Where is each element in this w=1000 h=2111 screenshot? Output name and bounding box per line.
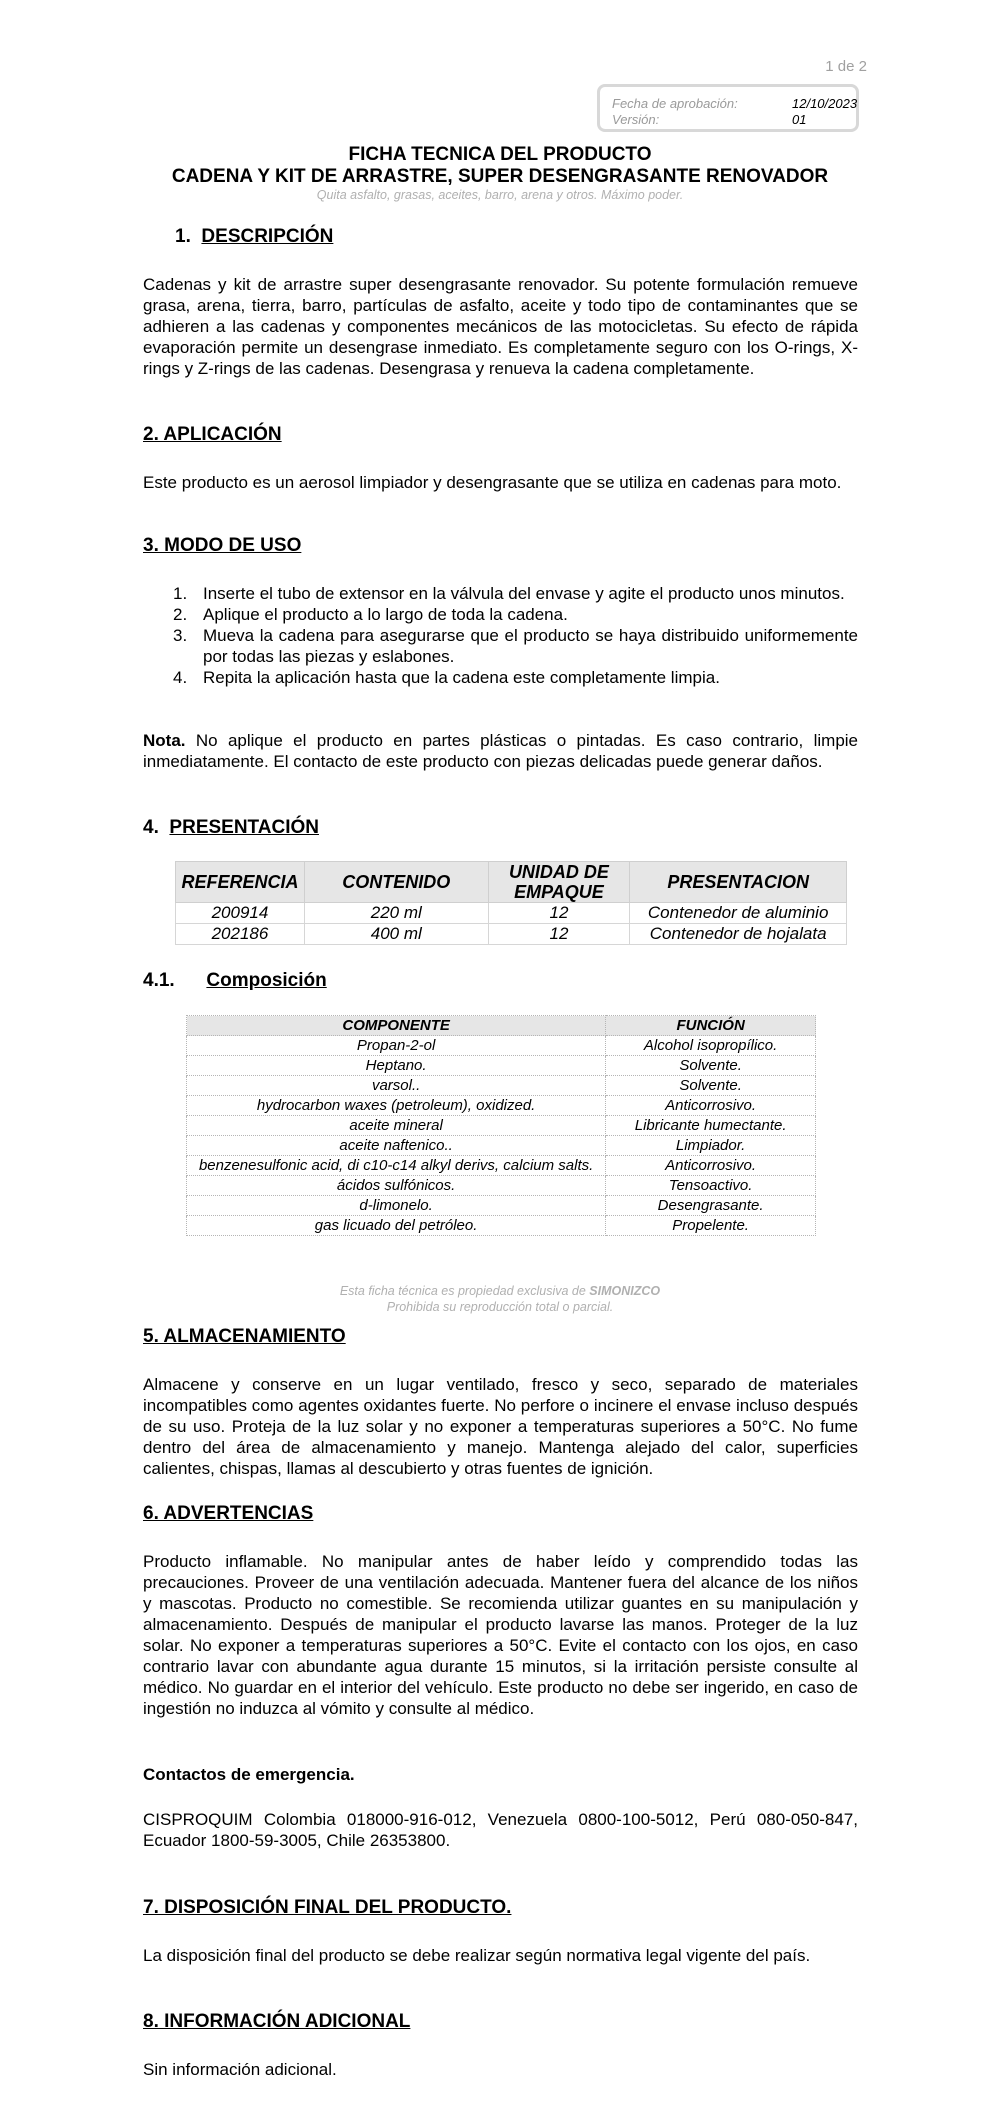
description-text: Cadenas y kit de arrastre super desengrasante renovador. Su potente formulación remueve grasa, arena, tierra, barro, partículas de asfalto, aceite y todo tipo de contaminantes que se adhieren a las cadenas y componentes mecánicos de las motocicletas. Su efecto de rápida evaporación permite un desengrase inmediato. Es completamente seguro con los O-rings, X-rings y Z-rings de las cadenas. Desengrasa y renueva la cadena completamente.	[143, 275, 858, 378]
table-row	[187, 1056, 816, 1076]
section-number: 4.1.	[143, 970, 175, 991]
table-row	[187, 1136, 816, 1156]
function-cell: Alcohol isopropílico.	[606, 1036, 816, 1056]
column-header: UNIDAD DE EMPAQUE	[488, 862, 630, 903]
note-label: Nota.	[143, 731, 186, 750]
table-row	[187, 1156, 816, 1176]
step-text: Aplique el producto a lo largo de toda la cadena.	[203, 605, 568, 624]
component-cell: ácidos sulfónicos.	[187, 1176, 606, 1196]
ownership-footnote	[0, 1283, 1000, 1315]
list-item	[143, 667, 858, 688]
approval-date: 12/10/2023	[792, 96, 858, 111]
document-title: FICHA TECNICA DEL PRODUCTO	[348, 144, 652, 165]
function-cell: Anticorrosivo.	[606, 1156, 816, 1176]
step-text: Inserte el tubo de extensor en la válvula del envase y agite el producto unos minutos.	[203, 584, 845, 603]
function-cell: Solvente.	[606, 1076, 816, 1096]
function-cell: Libricante humectante.	[606, 1116, 816, 1136]
table-row	[187, 1096, 816, 1116]
table-row	[187, 1036, 816, 1056]
table-row	[176, 903, 847, 924]
table-cell: 200914	[176, 903, 305, 924]
footnote-text: Esta ficha técnica es propiedad exclusiva de	[339, 1284, 590, 1298]
list-item	[143, 625, 858, 667]
table-cell: 400 ml	[304, 924, 488, 945]
section-presentation-heading	[143, 817, 319, 839]
component-cell: aceite mineral	[187, 1116, 606, 1136]
component-cell: hydrocarbon waxes (petroleum), oxidized.	[187, 1096, 606, 1116]
function-cell: Desengrasante.	[606, 1196, 816, 1216]
step-text: Mueva la cadena para asegurarse que el producto se haya distribuido uniformemente por todas las piezas y eslabones.	[203, 626, 858, 666]
version-value: 01	[792, 112, 807, 127]
table-cell: Contenedor de aluminio	[630, 903, 847, 924]
table-cell: 220 ml	[304, 903, 488, 924]
table-row	[187, 1176, 816, 1196]
function-cell: Solvente.	[606, 1056, 816, 1076]
list-item	[143, 604, 858, 625]
note-text: No aplique el producto en partes plásticas o pintadas. Es caso contrario, limpie inmediatamente. El contacto de este producto con piezas delicadas puede generar daños.	[143, 731, 858, 771]
column-header: COMPONENTE	[187, 1016, 606, 1036]
usage-note	[143, 730, 858, 772]
component-cell: varsol..	[187, 1076, 606, 1096]
version-label: Versión:	[612, 112, 660, 127]
section-storage-heading	[143, 1326, 346, 1348]
section-warnings-heading	[143, 1503, 313, 1525]
step-text: Repita la aplicación hasta que la cadena este completamente limpia.	[203, 668, 720, 687]
approval-box	[597, 84, 859, 132]
table-row	[187, 1216, 816, 1236]
table-cell: 12	[488, 903, 630, 924]
table-cell: Contenedor de hojalata	[630, 924, 847, 945]
table-row	[187, 1076, 816, 1096]
component-cell: Heptano.	[187, 1056, 606, 1076]
section-title: 5. ALMACENAMIENTO	[143, 1326, 346, 1347]
column-header: PRESENTACION	[630, 862, 847, 903]
section-title: 6. ADVERTENCIAS	[143, 1503, 314, 1524]
table-cell: 12	[488, 924, 630, 945]
tagline: Quita asfalto, grasas, aceites, barro, arena y otros. Máximo poder.	[316, 188, 684, 202]
footnote-brand: SIMONIZCO	[589, 1284, 661, 1298]
section-application-heading	[143, 424, 282, 446]
section-disposal-heading	[143, 1897, 511, 1919]
section-additional-info-heading	[143, 2011, 410, 2033]
storage-text: Almacene y conserve en un lugar ventilado, fresco y seco, separado de materiales incompatibles como agentes oxidantes fuerte. No perfore o incinere el envase incluso después de su uso. Proteja de la luz solar y no exponer a temperaturas superiores a 50°C. No fume dentro del área de almacenamiento y manejo. Mantenga alejado del calor, superficies calientes, chispas, llamas al descubierto y otras fuentes de ignición.	[143, 1375, 858, 1478]
step-number: 2.	[173, 605, 188, 624]
table-row	[187, 1116, 816, 1136]
table-header-row	[176, 862, 847, 903]
component-cell: gas licuado del petróleo.	[187, 1216, 606, 1236]
section-number: 4.	[143, 817, 159, 838]
section-title: 3. MODO DE USO	[143, 535, 302, 556]
column-header: FUNCIÓN	[606, 1016, 816, 1036]
table-row	[187, 1196, 816, 1216]
composition-table	[186, 1015, 816, 1236]
function-cell: Tensoactivo.	[606, 1176, 816, 1196]
function-cell: Limpiador.	[606, 1136, 816, 1156]
section-title: Composición	[206, 970, 327, 991]
usage-steps	[143, 583, 858, 688]
step-number: 3.	[173, 626, 188, 645]
section-number: 1.	[175, 226, 191, 247]
function-cell: Anticorrosivo.	[606, 1096, 816, 1116]
step-number: 1.	[173, 584, 188, 603]
section-title: 8. INFORMACIÓN ADICIONAL	[143, 2011, 411, 2032]
additional-info-text: Sin información adicional.	[143, 2060, 337, 2079]
section-composition-heading	[143, 970, 327, 992]
section-title: DESCRIPCIÓN	[201, 226, 334, 247]
page-number: 1 de 2	[825, 58, 867, 75]
component-cell: d-limonelo.	[187, 1196, 606, 1216]
disposal-text: La disposición final del producto se debe realizar según normativa legal vigente del país.	[143, 1946, 811, 1965]
presentation-table	[175, 861, 847, 945]
product-name: CADENA Y KIT DE ARRASTRE, SUPER DESENGRASANTE RENOVADOR	[171, 166, 829, 187]
application-text: Este producto es un aerosol limpiador y desengrasante que se utiliza en cadenas para moto.	[143, 473, 842, 492]
section-title: PRESENTACIÓN	[169, 817, 319, 838]
column-header: REFERENCIA	[176, 862, 305, 903]
table-cell: 202186	[176, 924, 305, 945]
list-item	[143, 583, 858, 604]
emergency-contacts-text: CISPROQUIM Colombia 018000-916-012, Venezuela 0800-100-5012, Perú 080-050-847, Ecuador 1800-59-3005, Chile 26353800.	[143, 1810, 858, 1850]
component-cell: benzenesulfonic acid, di c10-c14 alkyl derivs, calcium salts.	[187, 1156, 606, 1176]
footnote-text: Prohibida su reproducción total o parcial.	[386, 1300, 614, 1314]
section-title: 7. DISPOSICIÓN FINAL DEL PRODUCTO.	[143, 1897, 512, 1918]
table-header-row	[187, 1016, 816, 1036]
section-description-heading	[175, 226, 333, 248]
step-number: 4.	[173, 668, 188, 687]
table-row	[176, 924, 847, 945]
approval-date-label: Fecha de aprobación:	[612, 96, 738, 111]
section-usage-heading	[143, 535, 301, 557]
component-cell: aceite naftenico..	[187, 1136, 606, 1156]
function-cell: Propelente.	[606, 1216, 816, 1236]
warnings-text: Producto inflamable. No manipular antes de haber leído y comprendido todas las precauciones. Proveer de una ventilación adecuada. Mantener fuera del alcance de los niños y mascotas. Producto no comestible. Se recomienda utilizar guantes en su manipulación y almacenamiento. Después de manipular el producto lavarse las manos. Proteger de la luz solar. No exponer a temperaturas superiores a 50°C. Evite el contacto con los ojos, en caso contrario lavar con abundante agua durante 15 minutos, si la irritación persiste consulte al médico. No guardar en el interior del vehículo. Este producto no debe ser ingerido, en caso de ingestión no induzca al vómito y consulte al médico.	[143, 1552, 858, 1718]
column-header: CONTENIDO	[304, 862, 488, 903]
section-title: 2. APLICACIÓN	[143, 424, 282, 445]
component-cell: Propan-2-ol	[187, 1036, 606, 1056]
emergency-contacts-title: Contactos de emergencia.	[143, 1765, 355, 1784]
